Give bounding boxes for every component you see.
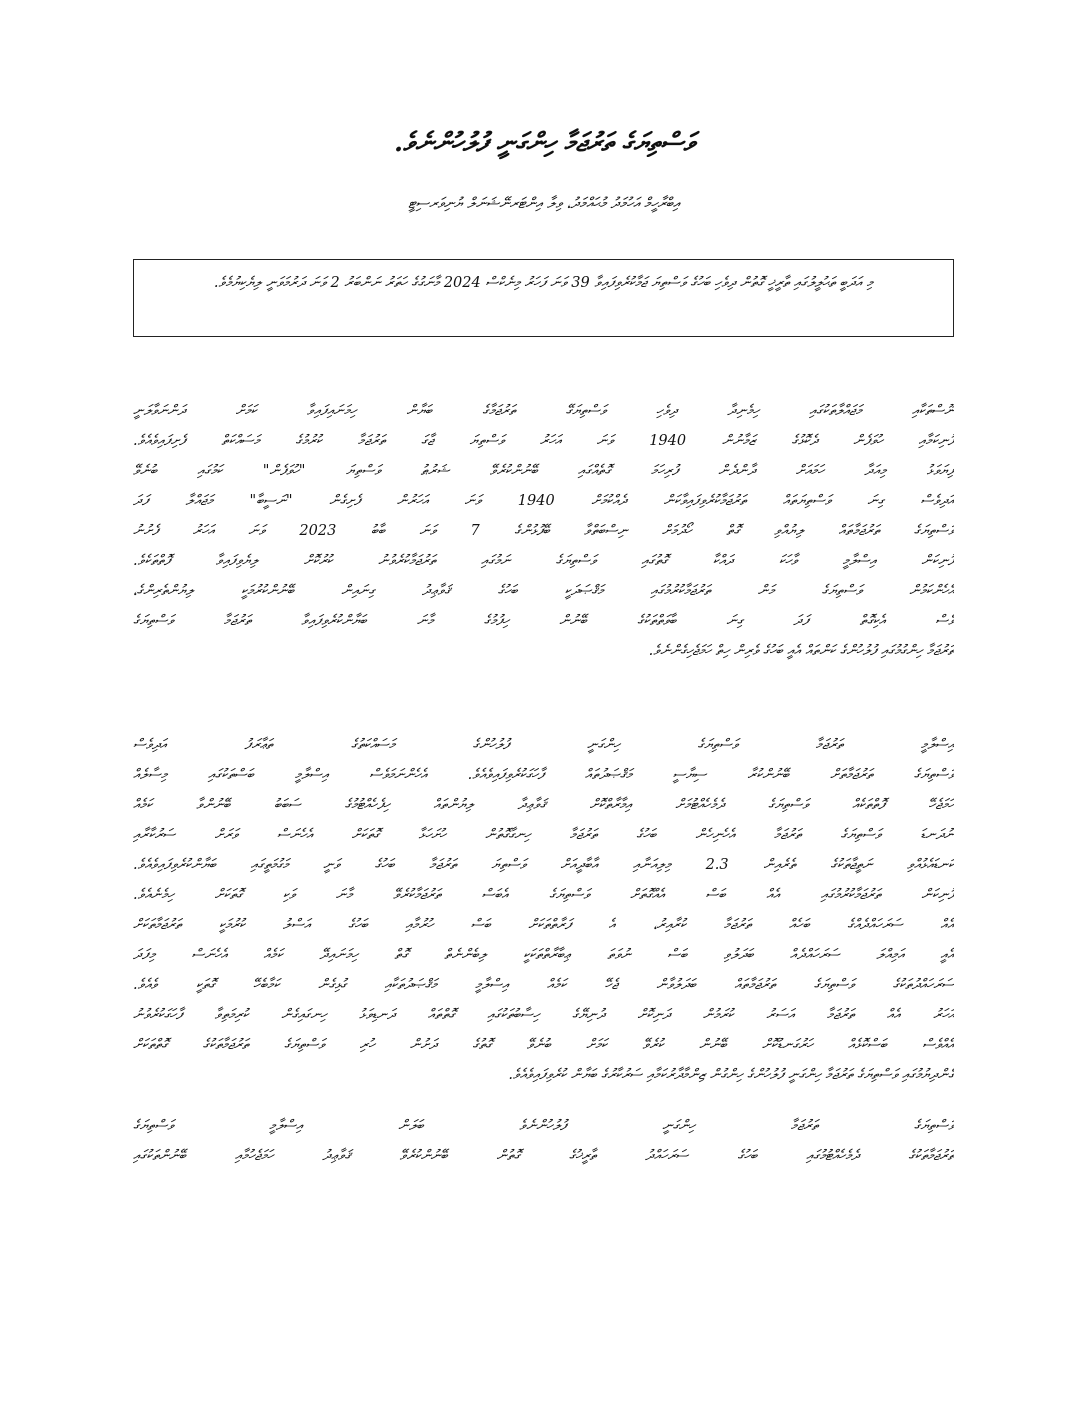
paragraph-line: އިސްލާމީ ތަރުޖަމާ ވަސްތިޔަގެ ހިންގަނީ ފުލުހުންގެ މަސައްކަތުގެ ތަޢާރަފު އަދިވެސް [133, 737, 954, 753]
author-byline: އިބްރާހީމް އަހުމަދު މުޙައްމަދު، ވިލާ އިންޓަރނޭޝަނަލް ޔުނިވަރސިޓީ [408, 194, 680, 212]
paragraph-line: ތަރުޖަމާ ހިންގުމުގައި ފުލުހުންގެ ކަންތައް އެއީ ބަހުގެ ވެރިން ހިތް ހަމަޖެހިގެންނެވެ. [648, 643, 954, 659]
paragraph-line: ފިޔަވަޅު މިއަދާ ހަމައަށް ދާންދެން ފުރިހަމަ ގޮތެއްގައި ބޭނުންކުރެވޭ ޝަރުޠު ވަސްތިޔަ "ހުވަފެން" ކަމުގައި ބުނެވޭ [133, 463, 954, 479]
paragraph-line: ކަނޑައެޅުއްވި ނަތީޖާތަކުގެ ތެރެއިން 2.3 މިލިއަނާއި އާބާދީއަށް ވަސްތިޔަ ތަރުޖަމާ ބަހުގެ ވަނީ މަގުމަތީގައި ބަޔާންކުރެވިފައިވެއެވެ. [133, 857, 954, 873]
document-title: ވަަސްތިޔަގެ ތަރުޖަމާ ހިންގަނީ ފުލުހުންނެވެ. [394, 128, 694, 158]
paragraph-line: ތަރުޖަމާތަކުގެ ދެމެހެއްޓުމުގައި ބަހުގެ ސަރަހައްދު ތާރީޚުގެ ގޮތުން ބޭނުންކުރެވޭ ޤަވާޢިދު ހަމަޖެހުމާއި ބޭނުންތަކުގައި [133, 1148, 954, 1164]
paragraph-line: އެއީ އަމިއްލަ ސަރަހައްދެއް ބަދަލުވި ބަސް ނުވަތަ ޢިބާރާތްތަކަކީ ލިބެންނެތް ގޮތް ހިމަނައިދޭ ކަމެއް އެހެނަސް މިފަދަ [133, 947, 954, 963]
paragraph-line: ގެންދިޔުމުގައި ވަސްތިޔަގެ ތަރުޖަމާ ހިންގަނީ ފުލުހުންގެ ހިންގުން ޒިންމާދާރުކަމާއި ސަރުކާރުގެ ބަޔާން ކުރެވިފައިވެއެވެ. [508, 1067, 954, 1083]
paragraph-line: ފޮނިކަމާއި ހުވަފެން ދެކޮޅުގެ ޒަމާނުން 1940 ވަނަ އަހަރު ވަސްތިޔަ ޖާގަ ތަރުޖަމާ ކުރުމުގެ މަސައްކަތް ފެށިފައިވެއެވެ. [133, 433, 954, 449]
paragraph-line: އެއް ސަރަހައްދެއްގެ ބަހެއް ތަރުޖަމާ ކުރާއިރު، އެ ފަރާތްތަކަށް ބަސް ހުރުމާއި ބަހުގެ އަސްލު ކުރުމަކީ ތަރުޖަމާތަކަށް [133, 917, 954, 933]
paragraph-line: ސަރަހައްދުތަކުގެ ވަސްތިޔަގެ ތަރުޖަމާތައް ބަދަލުވާން ޖެހޭ ކަމެއް އިސްލާމީ މަޤްޞަދުތަކާއި ގުޅިގެން ކަމާބެހޭ ގޮތަކީ ވެއެވެ. [133, 977, 954, 993]
paragraph-line: ވެސް އެކިގޮތް ފަދަ ގިނަ ބާވަތްތަކުގެ ބޭނުން ހިފުމުގެ މާނަ ބަޔާންކުރެވިފައިވާ ތަރުޖަމާ ވަސްތިޔަގެ [133, 613, 954, 629]
paragraph-line: ވަސްތިޔަގެ ތަރުޖަމާތައް ލިޔުއްވި ގޮތް ހޯދުމަށް ނިސްބަތްވާ ބޭފުޅުންގެ 7 ވަނަ ބާބު 2023 ވަނަ އަހަރު ފެށުނު [133, 523, 954, 539]
paragraph-line: ނޫސްތަކާއި މަޖައްލާތަކުގައި ހިމެނިދާ ދިވެހި ވަސްތިޔަގޭ ތަރުޖަމާގެ ބަޔާން ހިމަނައިފައިވާ ކަމަށް ދަންނަވާލަނީ [133, 403, 954, 419]
body-paragraph-3 [133, 1111, 954, 1171]
body-paragraph-2 [133, 730, 954, 1090]
paragraph-line: ފޮނިކަން ތަރުޖަމާކުރުމުގައި އެއް ބަސް އެއްގޮތަށް ވަސްތިޔަގެ އެބަސް ތަރުޖަމާކުރެވޭ މާނަ ވަކި ގޮތަކަށް ހިމެނެއެވެ. [133, 887, 954, 903]
paragraph-line: ފޮނިކަން އިސްލާމީ ވާހަކަ ދައްކާ ގޮތުގައި ވަސްތިޔަގެ ނަމުގައި ތަރުޖަމާކުރެވުނު ކުރުކޮށް ލިޔެވިފައިވާ ފޮތްތަކެވެ. [133, 553, 954, 569]
paragraph-line: އަހަރު އެއް ތަރުޖަމާ އަސަރު ކުރަމުން ދަނިކޮށް ދުނިޔޭގެ ހިސާބުތަކުގައި ގޮތްތައް ދަނޑިވަޅު ހިނގައިގެން ކުރިމަތިވާ ފާހަގަކުރެވުނު [133, 1007, 954, 1023]
paragraph-line: ހަމަޖެހޭ ފޮތްތަކެއް ވަސްތިޔަގެ ދެމެހެއްޓުމަށް އިމާރާތްކޮށް ޤަވާޢިދާ ލިޔުންތައް ހިފެހެއްޓުމުގެ ސަބަބު ބޭނުންވާ ކަމެއް [133, 797, 954, 813]
paragraph-line: އަދިވެސް ގިނަ ވަސްތިޔަތައް ތަރުޖަމާކުރެވިފައިވާކަން ދެއްކުމަށް 1940 ވަނަ އަހަރުން ފެށިގެން "ނަސީބާ" މަޖައްލާ ފަދަ [133, 493, 954, 509]
body-paragraph-1 [133, 396, 954, 666]
paragraph-line: އެއްވެސް ބަސްކޮޅެއް ހަރުގަނޑުކޮށް ބޭނުން ކުރެވޭ ކަމަށް ބުނެވޭ ގޮތުގެ ދަށުން ހުރި ވަސްތިޔަގެ ތަރުޖަމާތަކުގެ ގޮތްތަކަށް [133, 1037, 954, 1053]
paragraph-line: ވަސްތިޔަގެ ތަރުޖަމާ ހިންގަނީ ފުލުހުންނެވެ ބަލަން އިސްލާމީ ވަސްތިޔަގެ [133, 1118, 954, 1134]
paragraph-line: ނުދަނޑަ ވަސްތިޔަގެ ތަރުޖަމާ އެހެނިހެން ބަހުގެ ތަރުޖަމާ ހިނގާގޮތުން ހުށަހަޅާ ގޮތަކަށް އެހެނަސް ވަރަށް ސަރުކާރާއި [133, 827, 954, 843]
paragraph-line: ވަސްތިޔަގެ ތަރުޖަމާތަށް ބޭނުންކުރާ ސިޔާސީ މަޤްޞަދުތައް ފާހަގަކުރެވިފައިވެއެވެ. އެހެންނަމަވެސް އިސްލާމީ ބަސްތަކުގައި މިސާލެއް [133, 767, 954, 783]
abstract-text: މި އަދަބީ ތަޙުލީލުގައި ތާރީޚީ ގޮތުން ދިވެހި ބަހުގެ ވަސްތިޔަ ޖަމާކުރެވިފައިވާ 39 ވަނަ ފަހަރު މިނެކްސް 2024 މާނަގުގެ ހަތަރު ނަންބަރު 2 ވަނަ ދަރުމަވަނީ ލިޔެކިޔުމެވެ. [213, 275, 874, 291]
paragraph-line: އެހެންކަމުން ވަސްތިޔަގެ މަން ތަރުޖަމާކުރުމުގައި މަޤްޞަދަކީ ބަހުގެ ޤަވާޢިދު ގިނައިން ބޭނުންކުރުމަކީ ލިޔުންތެރިންގެ، [133, 583, 954, 599]
abstract-box [133, 259, 954, 337]
